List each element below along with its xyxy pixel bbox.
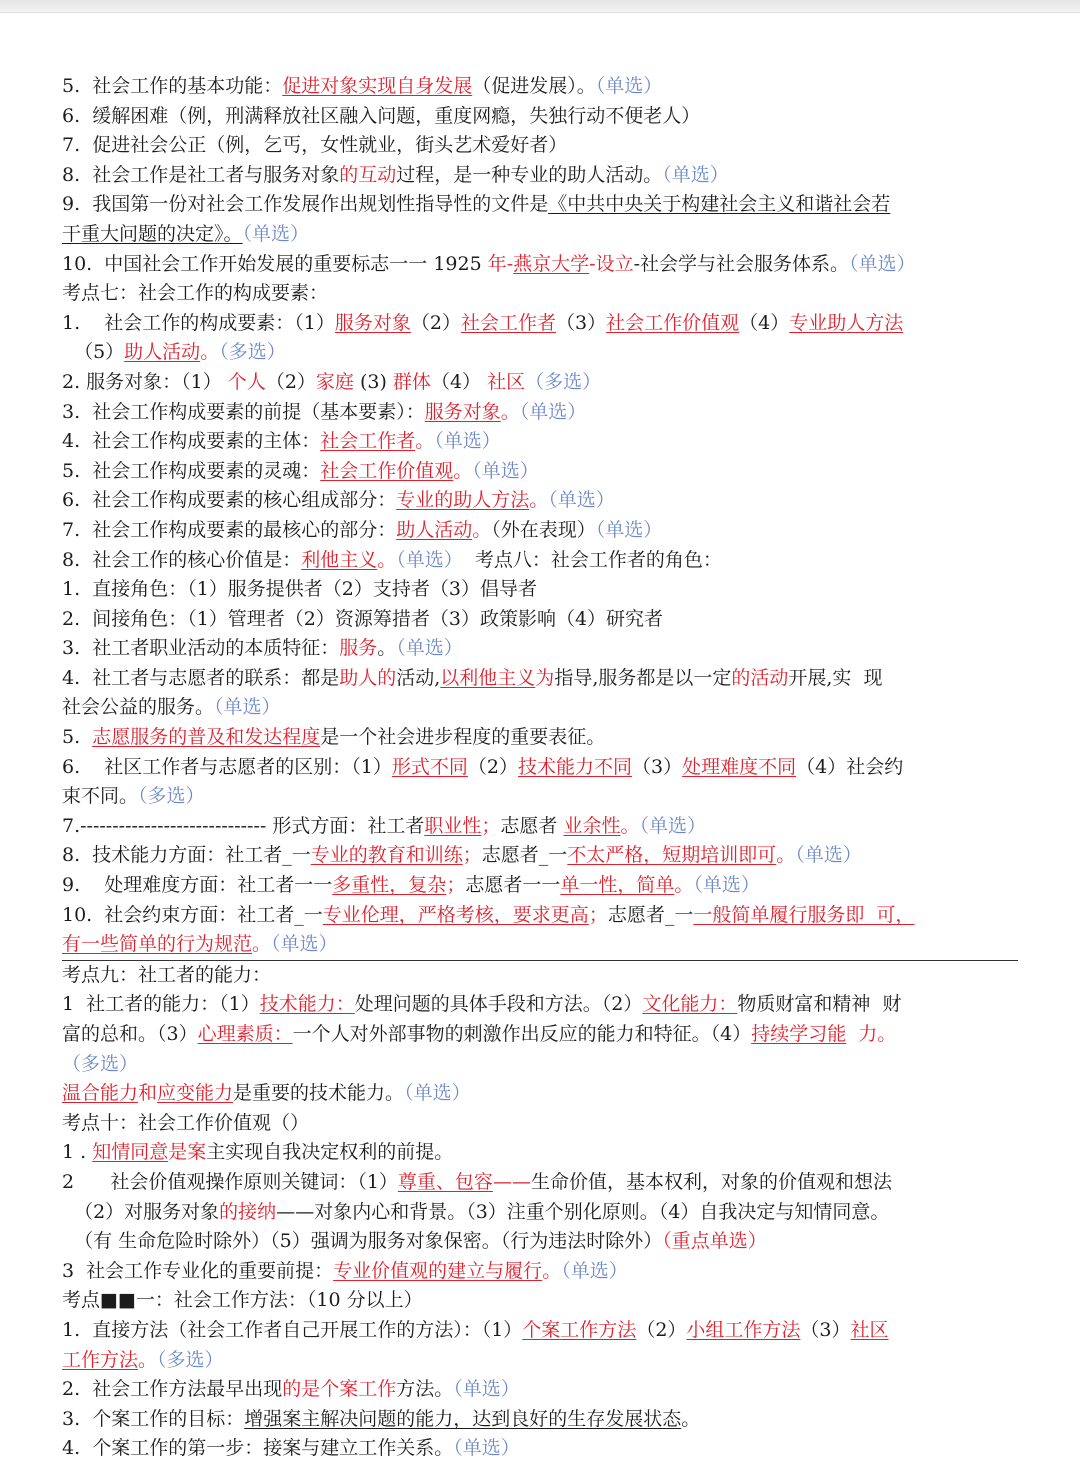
key-answer: 专业伦理，严格考核，要求更高: [322, 903, 589, 926]
text-segment: 是一个社会进步程度的重要表征。: [320, 726, 606, 749]
text-line: [62, 190, 1018, 220]
text-segment: -设立: [589, 252, 634, 275]
text-line: [62, 131, 1018, 161]
text-line: [62, 1020, 1018, 1050]
question-type-tag: （单选）: [795, 844, 862, 867]
key-answer: 文化能力：: [642, 993, 738, 1016]
text-line: [62, 279, 1018, 309]
text-segment: (3): [353, 370, 393, 393]
key-answer: 助人活动: [396, 518, 473, 541]
key-answer: 职业性: [424, 814, 482, 837]
text-segment: 束不同。: [62, 785, 139, 808]
key-answer: 多重性，复杂: [332, 874, 447, 897]
text-segment: 为: [535, 666, 555, 689]
text-line: [62, 220, 1018, 250]
text-segment: 的互动: [339, 163, 397, 186]
text-segment: 。: [377, 637, 397, 660]
text-line: [62, 1286, 1018, 1316]
text-segment: 社会公益的服务。: [62, 696, 215, 719]
text-segment: 6. 社区工作者与志愿者的区别：（1）: [62, 755, 392, 778]
text-segment: 8. 社会工作的核心价值是：: [62, 548, 302, 571]
text-segment: 8. 技术能力方面：社工者_一: [62, 844, 311, 867]
text-segment: 主实现自我决定权利的前提。: [206, 1141, 454, 1164]
text-segment: 物质财富和精神 财: [737, 993, 902, 1016]
text-segment: ——: [492, 1170, 531, 1193]
text-line: [62, 990, 1018, 1020]
text-line: [62, 427, 1018, 457]
key-answer: 社区: [850, 1318, 889, 1341]
text-segment: 志愿者: [500, 814, 564, 837]
text-line: [62, 486, 1018, 516]
text-line: [62, 782, 1018, 812]
text-segment: 2. 服务对象：（1）: [62, 370, 228, 393]
text-segment: 6. 社会工作构成要素的核心组成部分：: [62, 489, 397, 512]
text-segment: ；: [462, 844, 482, 867]
text-segment: 2. 社会工作方法最早出现: [62, 1378, 283, 1401]
text-segment: 9. 我国第一份对社会工作发展作出规划性指导性的文件是: [62, 193, 549, 216]
key-answer: 专业助人方法: [789, 311, 904, 334]
text-line: [62, 1109, 1018, 1139]
text-segment: 。: [138, 1348, 158, 1371]
text-segment: 。: [681, 1407, 701, 1430]
text-segment: （2）对服务对象: [62, 1200, 220, 1223]
text-segment: 社区: [487, 370, 526, 393]
text-segment: 10. 社会约束方面：社工者_一: [62, 903, 323, 926]
question-type-tag: （多选）: [62, 1052, 139, 1075]
text-segment: 2 社会价值观操作原则关键词：（1）: [62, 1170, 398, 1193]
text-segment: 的是个案工作: [282, 1378, 397, 1401]
key-answer: 专业的教育和训练: [310, 844, 463, 867]
text-line: [62, 516, 1018, 546]
text-line: [62, 871, 1018, 901]
text-segment: 服务: [339, 637, 378, 660]
question-type-tag: （单选）: [396, 637, 463, 660]
text-line: [62, 1079, 1018, 1109]
text-segment: 生命价值，基本权利，对象的价值观和想法: [530, 1170, 892, 1193]
text-segment: 1 .: [62, 1141, 93, 1164]
question-type-tag: （单选）: [472, 459, 539, 482]
text-segment: ——对象内心和背景。（3）注重个别化原则。（4）自我决定与知情同意。: [276, 1200, 890, 1223]
text-segment: 5.: [62, 726, 93, 749]
text-segment: 志愿者一一: [465, 874, 561, 897]
text-segment: 《中共中央关于构建社会主义和谐社会若: [548, 193, 891, 216]
text-segment: 6. 缓解困难（例，刑满释放社区融入问题，重度网瘾，失独行动不便老人）: [62, 104, 701, 127]
key-answer: 单一性，简单: [560, 874, 675, 897]
text-line: [62, 1138, 1018, 1168]
text-line: [62, 1050, 1018, 1080]
text-segment: 增强案主解决问题的能力，达到良好的生存发展状态: [244, 1407, 682, 1430]
text-segment: 1. 直接方法（社会工作者自己开展工作的方法）：（1）: [62, 1318, 523, 1341]
text-segment: 3. 社工者职业活动的本质特征：: [62, 637, 340, 660]
text-segment: （有 生命危险时除外）（5）强调为服务对象保密。（行为违法时除外）: [62, 1230, 663, 1253]
text-segment: 。: [500, 400, 520, 423]
text-segment: （2）: [410, 311, 461, 334]
question-type-tag: （单选）: [693, 874, 760, 897]
text-segment: 考点■■一：社会工作方法：（10 分以上）: [62, 1289, 423, 1312]
question-type-tag: （单选）: [595, 518, 663, 541]
key-answer: 专业的助人方法: [396, 489, 530, 512]
key-answer: 燕京大学: [513, 252, 590, 275]
question-type-tag: （单选）: [242, 222, 310, 245]
text-line: [62, 1434, 1018, 1464]
text-segment: 考点十：社会工作价值观（）: [62, 1111, 310, 1134]
text-segment: 3 社会工作专业化的重要前提：: [62, 1259, 334, 1282]
text-line: [62, 901, 1018, 931]
text-segment: ；: [588, 903, 608, 926]
text-segment: （外在表现）: [491, 518, 596, 541]
text-segment: 开展,实 现: [788, 666, 883, 689]
text-segment: 家庭: [315, 370, 354, 393]
text-segment: 是案: [168, 1141, 207, 1164]
text-segment: 4. 社工者与志愿者的联系：都是: [62, 666, 340, 689]
text-segment: （4）: [430, 370, 488, 393]
text-segment: 7.----------------------------- 形式方面：社工者: [62, 814, 425, 837]
text-segment: 。: [252, 933, 272, 956]
text-segment: 。: [620, 814, 640, 837]
text-segment: （4）社会约: [796, 755, 904, 778]
text-line: [62, 250, 1018, 280]
text-line: [62, 812, 1018, 842]
text-segment: 。: [472, 518, 492, 541]
text-segment: （促进发展）。: [472, 75, 596, 97]
text-line: [62, 634, 1018, 664]
text-line: [62, 575, 1018, 605]
text-segment: 。: [542, 1259, 562, 1282]
text-segment: 考点七：社会工作的构成要素：: [62, 282, 329, 305]
key-answer: 知情同意: [92, 1141, 169, 1164]
key-answer: 社会工作价值观: [320, 459, 454, 482]
key-answer: 社会工作者: [320, 430, 416, 453]
text-segment: 群体: [392, 370, 431, 393]
text-segment: （重点单选）: [662, 1230, 767, 1253]
text-line: [62, 1198, 1018, 1228]
text-line: [62, 1375, 1018, 1405]
key-answer: 技术能力不同: [518, 755, 633, 778]
key-answer: 利他主义: [301, 548, 378, 571]
text-line: [62, 102, 1018, 132]
text-segment: -社会学与社会服务体系。: [633, 252, 850, 275]
text-segment: 1 社工者的能力：（1）: [62, 993, 260, 1016]
text-segment: （3）: [800, 1318, 851, 1341]
key-answer: 社会工作价值观: [606, 311, 740, 334]
text-line: [62, 368, 1018, 398]
text-segment: ；: [481, 814, 501, 837]
text-segment: 处理问题的具体手段和方法。（2）: [354, 993, 643, 1016]
text-segment: 志愿者_一: [481, 844, 568, 867]
question-type-tag: （多选）: [219, 341, 286, 364]
text-segment: 年-: [487, 252, 514, 275]
text-line: [62, 161, 1018, 191]
text-line: [62, 1257, 1018, 1287]
question-type-tag: （单选）: [453, 1437, 520, 1460]
text-segment: 的活动: [731, 666, 789, 689]
text-segment: 10. 中国社会工作开始发展的重要标志一一 1925: [62, 252, 488, 275]
text-segment: 。: [200, 341, 220, 364]
text-segment: 5. 社会工作构成要素的灵魂：: [62, 459, 321, 482]
key-answer: 工作方法: [62, 1348, 139, 1371]
text-line: [62, 1405, 1018, 1435]
text-segment: 的接纳: [219, 1200, 277, 1223]
key-answer: 不太严格，短期培训即可: [567, 844, 777, 867]
text-segment: 5. 社会工作的基本功能：: [62, 75, 283, 97]
text-segment: （2）: [467, 755, 518, 778]
question-type-tag: （单选）: [271, 933, 338, 956]
text-line: [62, 457, 1018, 487]
text-line: [62, 1316, 1018, 1346]
text-segment: 。: [674, 874, 694, 897]
key-answer: 持续学习能: [751, 1023, 847, 1045]
text-segment: 个人: [227, 370, 266, 393]
text-segment: 是重要的技术能力。: [233, 1082, 405, 1105]
question-type-tag: （单选）: [434, 430, 501, 453]
text-segment: 。: [453, 459, 473, 482]
question-type-tag: （多选）: [157, 1348, 224, 1371]
text-segment: 7. 促进社会公正（例，乞丐，女性就业，街头艺术爱好者）: [62, 134, 568, 157]
key-answer: 以利他主义: [440, 666, 536, 689]
document-page: [62, 72, 1018, 1464]
question-type-tag: （单选）: [561, 1259, 628, 1282]
text-segment: 9. 处理难度方面：社工者一一: [62, 874, 333, 897]
question-type-tag: （单选）: [595, 75, 663, 97]
key-answer: 志愿服务的普及和发达程度: [92, 726, 321, 749]
key-answer: 心理素质：: [197, 1023, 293, 1045]
text-line: [62, 1346, 1018, 1376]
key-answer: 温合能力: [62, 1082, 139, 1105]
text-segment: 指导,服务都是以一定: [554, 666, 732, 689]
text-line: [62, 309, 1018, 339]
text-line: [62, 546, 1018, 576]
key-answer: 处理难度不同: [682, 755, 797, 778]
text-line: [62, 398, 1018, 428]
text-segment: 。: [377, 548, 397, 571]
text-segment: 一个人对外部事物的刺激作出反应的能力和特征。（4）: [292, 1023, 752, 1045]
text-segment: 1. 直接角色：（1）服务提供者（2）支持者（3）倡导者: [62, 578, 537, 601]
text-segment: 1. 社会工作的构成要素：（1）: [62, 311, 335, 334]
key-answer: 尊重、包容: [397, 1170, 493, 1193]
text-segment: （3）: [556, 311, 607, 334]
key-answer: 服务对象: [424, 400, 501, 423]
key-answer: 专业价值观的建立与履行: [333, 1259, 543, 1282]
text-segment: 。: [776, 844, 796, 867]
text-segment: 8. 社会工作是社工者与服务对象: [62, 163, 340, 186]
text-segment: 干重大问题的决定》。: [62, 222, 243, 245]
text-line: [62, 930, 1018, 961]
text-line: [62, 841, 1018, 871]
text-line: [62, 664, 1018, 694]
text-segment: （2）: [636, 1318, 687, 1341]
key-answer: 一般简单履行服务即 可，: [693, 903, 915, 926]
question-type-tag: （单选）: [548, 489, 615, 512]
question-type-tag: （单选）: [404, 1082, 471, 1105]
question-type-tag: （单选）: [849, 252, 916, 275]
text-line: [62, 693, 1018, 723]
key-answer: 应变能力: [157, 1082, 234, 1105]
text-segment: 4. 个案工作的第一步：接案与建立工作关系。: [62, 1437, 454, 1460]
key-answer: 技术能力：: [259, 993, 355, 1016]
question-type-tag: （单选）: [662, 163, 729, 186]
text-segment: （2）: [265, 370, 316, 393]
key-answer: 社会工作者: [461, 311, 557, 334]
text-segment: （5）: [62, 341, 125, 364]
question-type-tag: （单选）: [453, 1378, 520, 1401]
question-type-tag: （多选）: [138, 785, 205, 808]
text-line: [62, 961, 1018, 991]
text-line: [62, 605, 1018, 635]
text-segment: 过程，是一种专业的助人活动。: [396, 163, 663, 186]
text-segment: 考点八：社会工作者的角色：: [462, 548, 722, 571]
question-type-tag: （单选）: [639, 814, 706, 837]
key-answer: 服务对象: [334, 311, 411, 334]
key-answer: 有一些简单的行为规范: [62, 933, 253, 956]
text-segment: 和: [138, 1082, 158, 1105]
text-segment: 考点九：社工者的能力：: [62, 963, 272, 986]
text-line: [62, 1168, 1018, 1198]
text-segment: 助人的: [339, 666, 397, 689]
text-segment: 。: [415, 430, 435, 453]
text-segment: 。: [529, 489, 549, 512]
key-answer: 小组工作方法: [686, 1318, 801, 1341]
text-segment: 方法。: [396, 1378, 454, 1401]
text-line: [62, 723, 1018, 753]
text-segment: ；: [446, 874, 466, 897]
text-line: [62, 72, 1018, 102]
top-edge-bar: [0, 0, 1080, 13]
question-type-tag: （单选）: [396, 548, 463, 571]
text-segment: （4）: [739, 311, 790, 334]
key-answer: 业余性: [563, 814, 621, 837]
key-answer: 促进对象实现自身发展: [282, 75, 473, 97]
text-line: [62, 753, 1018, 783]
text-segment: 7. 社会工作构成要素的最核心的部分：: [62, 518, 397, 541]
text-segment: 富的总和。（3）: [62, 1023, 198, 1045]
text-segment: 3. 个案工作的目标：: [62, 1407, 245, 1430]
text-line: [62, 1227, 1018, 1257]
key-answer: 形式不同: [391, 755, 468, 778]
text-line: [62, 338, 1018, 368]
text-segment: 活动,: [396, 666, 441, 689]
key-answer: 助人活动: [124, 341, 201, 364]
text-segment: （3）: [632, 755, 683, 778]
question-type-tag: （单选）: [214, 696, 281, 719]
text-segment: 3. 社会工作构成要素的前提（基本要素）：: [62, 400, 425, 423]
question-type-tag: （单选）: [519, 400, 587, 423]
text-segment: 志愿者_一: [607, 903, 694, 926]
text-segment: 力。: [846, 1023, 897, 1045]
text-segment: 2. 间接角色：（1）管理者（2）资源筹措者（3）政策影响（4）研究者: [62, 607, 664, 630]
key-answer: 个案工作方法: [522, 1318, 637, 1341]
text-segment: 4. 社会工作构成要素的主体：: [62, 430, 321, 453]
question-type-tag: （多选）: [525, 370, 602, 393]
